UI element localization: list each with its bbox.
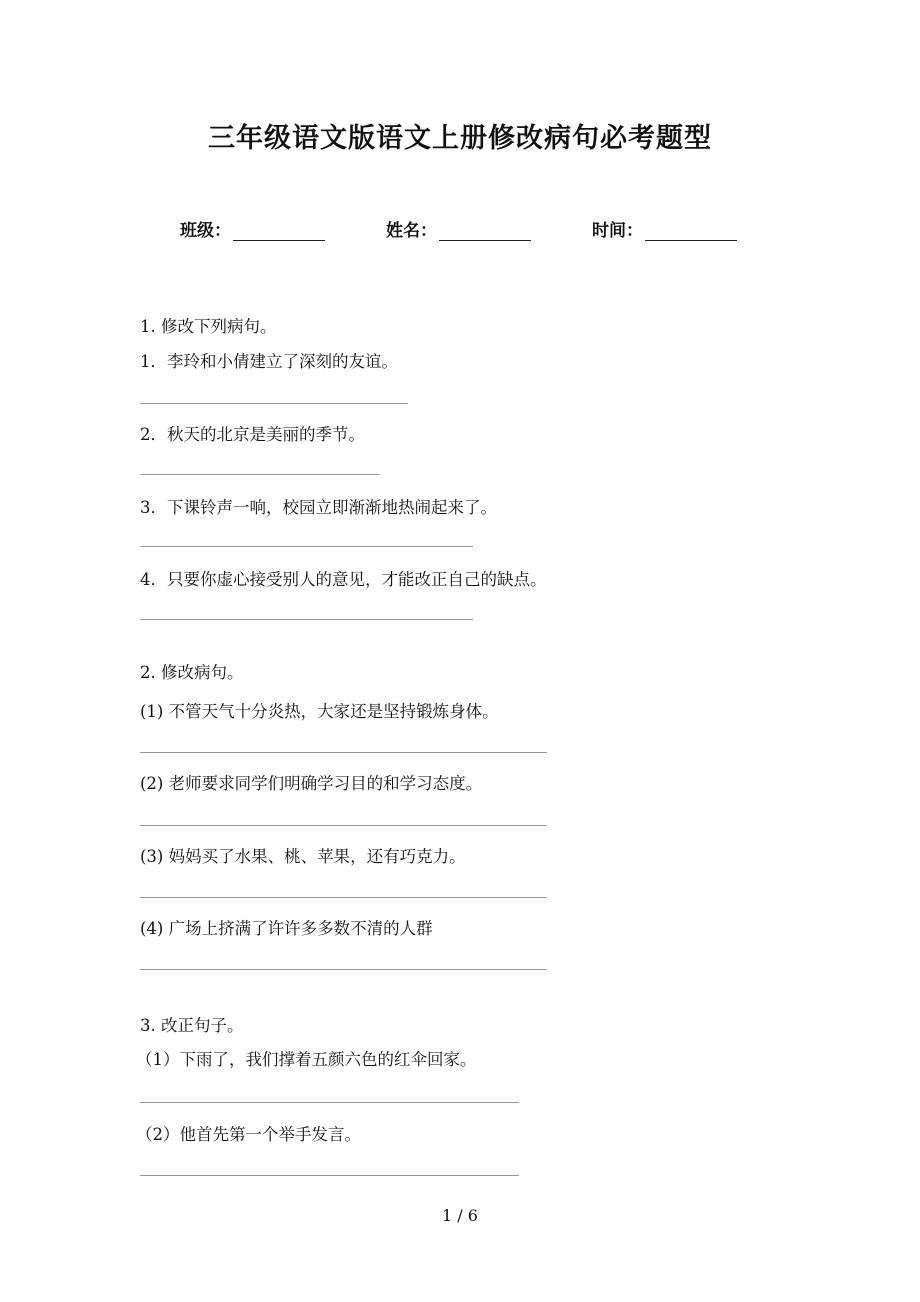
answer-line[interactable] <box>140 969 547 970</box>
answer-line[interactable] <box>140 897 547 898</box>
section-3-heading: 3. 改正句子。 <box>140 1016 244 1035</box>
question-item: (4) 广场上挤满了许许多多数不清的人群 <box>140 919 433 938</box>
time-label: 时间： <box>592 221 643 241</box>
page-title: 三年级语文版语文上册修改病句必考题型 <box>208 123 712 154</box>
answer-line[interactable] <box>140 474 380 475</box>
section-1-heading: 1. 修改下列病句。 <box>140 317 277 336</box>
question-item: （2）他首先第一个举手发言。 <box>136 1125 361 1144</box>
answer-line[interactable] <box>140 1175 519 1176</box>
section-2-heading: 2. 修改病句。 <box>140 663 244 682</box>
answer-line[interactable] <box>140 825 547 826</box>
question-item: (3) 妈妈买了水果、桃、苹果，还有巧克力。 <box>140 847 466 866</box>
name-label: 姓名： <box>386 221 437 241</box>
name-field <box>386 216 531 241</box>
page-indicator: 1 / 6 <box>442 1206 478 1225</box>
question-item: 1．李玲和小倩建立了深刻的友谊。 <box>140 352 398 371</box>
time-blank[interactable] <box>645 223 737 241</box>
question-item: 3．下课铃声一响，校园立即渐渐地热闹起来了。 <box>140 498 497 517</box>
question-item: 2．秋天的北京是美丽的季节。 <box>140 425 365 444</box>
answer-line[interactable] <box>140 546 473 547</box>
answer-line[interactable] <box>140 403 408 404</box>
question-item: 4．只要你虚心接受别人的意见，才能改正自己的缺点。 <box>140 570 547 589</box>
time-field <box>592 216 737 241</box>
class-label: 班级： <box>180 221 231 241</box>
answer-line[interactable] <box>140 752 547 753</box>
class-field <box>180 216 325 241</box>
answer-line[interactable] <box>140 1102 519 1103</box>
question-item: （1）下雨了，我们撑着五颜六色的红伞回家。 <box>136 1050 477 1069</box>
class-blank[interactable] <box>233 223 325 241</box>
answer-line[interactable] <box>140 619 473 620</box>
question-item: (1) 不管天气十分炎热，大家还是坚持锻炼身体。 <box>140 702 499 721</box>
name-blank[interactable] <box>439 223 531 241</box>
question-item: (2) 老师要求同学们明确学习目的和学习态度。 <box>140 774 483 793</box>
